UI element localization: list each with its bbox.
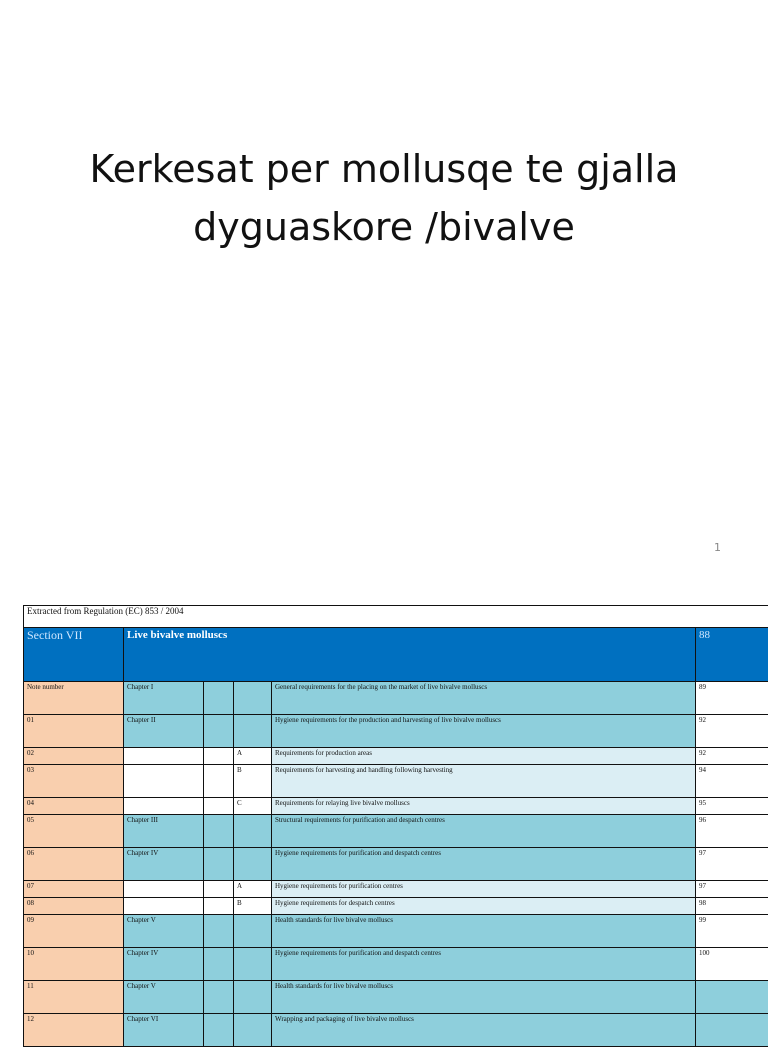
table-row xyxy=(24,815,768,848)
spacer-cell xyxy=(204,981,234,1014)
sub-cell xyxy=(234,1014,272,1047)
chapter-cell xyxy=(124,748,204,765)
sub-cell xyxy=(234,915,272,948)
note-cell: 04 xyxy=(24,798,124,815)
sub-cell xyxy=(234,715,272,748)
sub-cell: C xyxy=(234,798,272,815)
chapter-cell: Chapter VI xyxy=(124,1014,204,1047)
note-cell: 02 xyxy=(24,748,124,765)
regulation-table xyxy=(23,605,768,1047)
section-name: Live bivalve molluscs xyxy=(124,628,696,682)
page-cell: 100 xyxy=(696,948,768,981)
table-row xyxy=(24,1014,768,1047)
note-cell: 08 xyxy=(24,898,124,915)
description-cell: Requirements for harvesting and handling following harvesting xyxy=(272,765,696,798)
description-cell: Hygiene requirements for purification and despatch centres xyxy=(272,948,696,981)
page-cell: 95 xyxy=(696,798,768,815)
note-cell: Note number xyxy=(24,682,124,715)
table-row xyxy=(24,765,768,798)
sub-cell: A xyxy=(234,881,272,898)
table-row xyxy=(24,848,768,881)
note-cell: 10 xyxy=(24,948,124,981)
table-row xyxy=(24,881,768,898)
description-cell: Hygiene requirements for purification and despatch centres xyxy=(272,848,696,881)
slide-title-line-2: dyguaskore /bivalve xyxy=(40,198,728,256)
note-cell: 03 xyxy=(24,765,124,798)
spacer-cell xyxy=(204,1014,234,1047)
note-cell: 06 xyxy=(24,848,124,881)
chapter-cell: Chapter II xyxy=(124,715,204,748)
chapter-cell xyxy=(124,898,204,915)
sub-cell: B xyxy=(234,765,272,798)
chapter-cell: Chapter IV xyxy=(124,948,204,981)
chapter-cell xyxy=(124,881,204,898)
sub-cell: B xyxy=(234,898,272,915)
description-cell: Requirements for production areas xyxy=(272,748,696,765)
description-cell: General requirements for the placing on the market of live bivalve molluscs xyxy=(272,682,696,715)
description-cell: Hygiene requirements for despatch centres xyxy=(272,898,696,915)
slide-page-number: 1 xyxy=(714,541,721,554)
table-row xyxy=(24,798,768,815)
page-cell: 99 xyxy=(696,915,768,948)
chapter-cell xyxy=(124,765,204,798)
page-cell xyxy=(696,981,768,1014)
table-row xyxy=(24,981,768,1014)
note-cell: 05 xyxy=(24,815,124,848)
spacer-cell xyxy=(204,915,234,948)
note-cell: 11 xyxy=(24,981,124,1014)
page-cell: 89 xyxy=(696,682,768,715)
spacer-cell xyxy=(204,948,234,981)
page-cell: 94 xyxy=(696,765,768,798)
description-cell: Wrapping and packaging of live bivalve molluscs xyxy=(272,1014,696,1047)
table-row xyxy=(24,948,768,981)
chapter-cell: Chapter IV xyxy=(124,848,204,881)
section-label: Section VII xyxy=(24,628,124,682)
spacer-cell xyxy=(204,815,234,848)
note-cell: 12 xyxy=(24,1014,124,1047)
section-header-row xyxy=(24,628,768,682)
note-cell: 09 xyxy=(24,915,124,948)
sub-cell xyxy=(234,815,272,848)
page-cell xyxy=(696,1014,768,1047)
description-cell: Structural requirements for purification and despatch centres xyxy=(272,815,696,848)
table-row xyxy=(24,715,768,748)
sub-cell xyxy=(234,981,272,1014)
spacer-cell xyxy=(204,881,234,898)
page-cell: 96 xyxy=(696,815,768,848)
table-row xyxy=(24,915,768,948)
sub-cell xyxy=(234,848,272,881)
page-cell: 98 xyxy=(696,898,768,915)
spacer-cell xyxy=(204,765,234,798)
spacer-cell xyxy=(204,848,234,881)
page-cell: 92 xyxy=(696,748,768,765)
description-cell: Health standards for live bivalve molluscs xyxy=(272,915,696,948)
chapter-cell: Chapter III xyxy=(124,815,204,848)
chapter-cell: Chapter V xyxy=(124,915,204,948)
note-cell: 07 xyxy=(24,881,124,898)
slide-title-line-1: Kerkesat per mollusqe te gjalla xyxy=(40,140,728,198)
spacer-cell xyxy=(204,715,234,748)
chapter-cell: Chapter I xyxy=(124,682,204,715)
sub-cell xyxy=(234,948,272,981)
source-caption: Extracted from Regulation (EC) 853 / 2004 xyxy=(24,606,768,628)
page-cell: 97 xyxy=(696,881,768,898)
description-cell: Hygiene requirements for the production and harvesting of live bivalve molluscs xyxy=(272,715,696,748)
page-cell: 97 xyxy=(696,848,768,881)
spacer-cell xyxy=(204,682,234,715)
description-cell: Hygiene requirements for purification centres xyxy=(272,881,696,898)
slide-title xyxy=(40,140,728,256)
sub-cell: A xyxy=(234,748,272,765)
note-cell: 01 xyxy=(24,715,124,748)
spacer-cell xyxy=(204,748,234,765)
spacer-cell xyxy=(204,898,234,915)
description-cell: Health standards for live bivalve molluscs xyxy=(272,981,696,1014)
sub-cell xyxy=(234,682,272,715)
description-cell: Requirements for relaying live bivalve molluscs xyxy=(272,798,696,815)
spacer-cell xyxy=(204,798,234,815)
table-row xyxy=(24,748,768,765)
table-row xyxy=(24,898,768,915)
chapter-cell: Chapter V xyxy=(124,981,204,1014)
table-row xyxy=(24,682,768,715)
page-cell: 92 xyxy=(696,715,768,748)
section-page: 88 xyxy=(696,628,768,682)
chapter-cell xyxy=(124,798,204,815)
